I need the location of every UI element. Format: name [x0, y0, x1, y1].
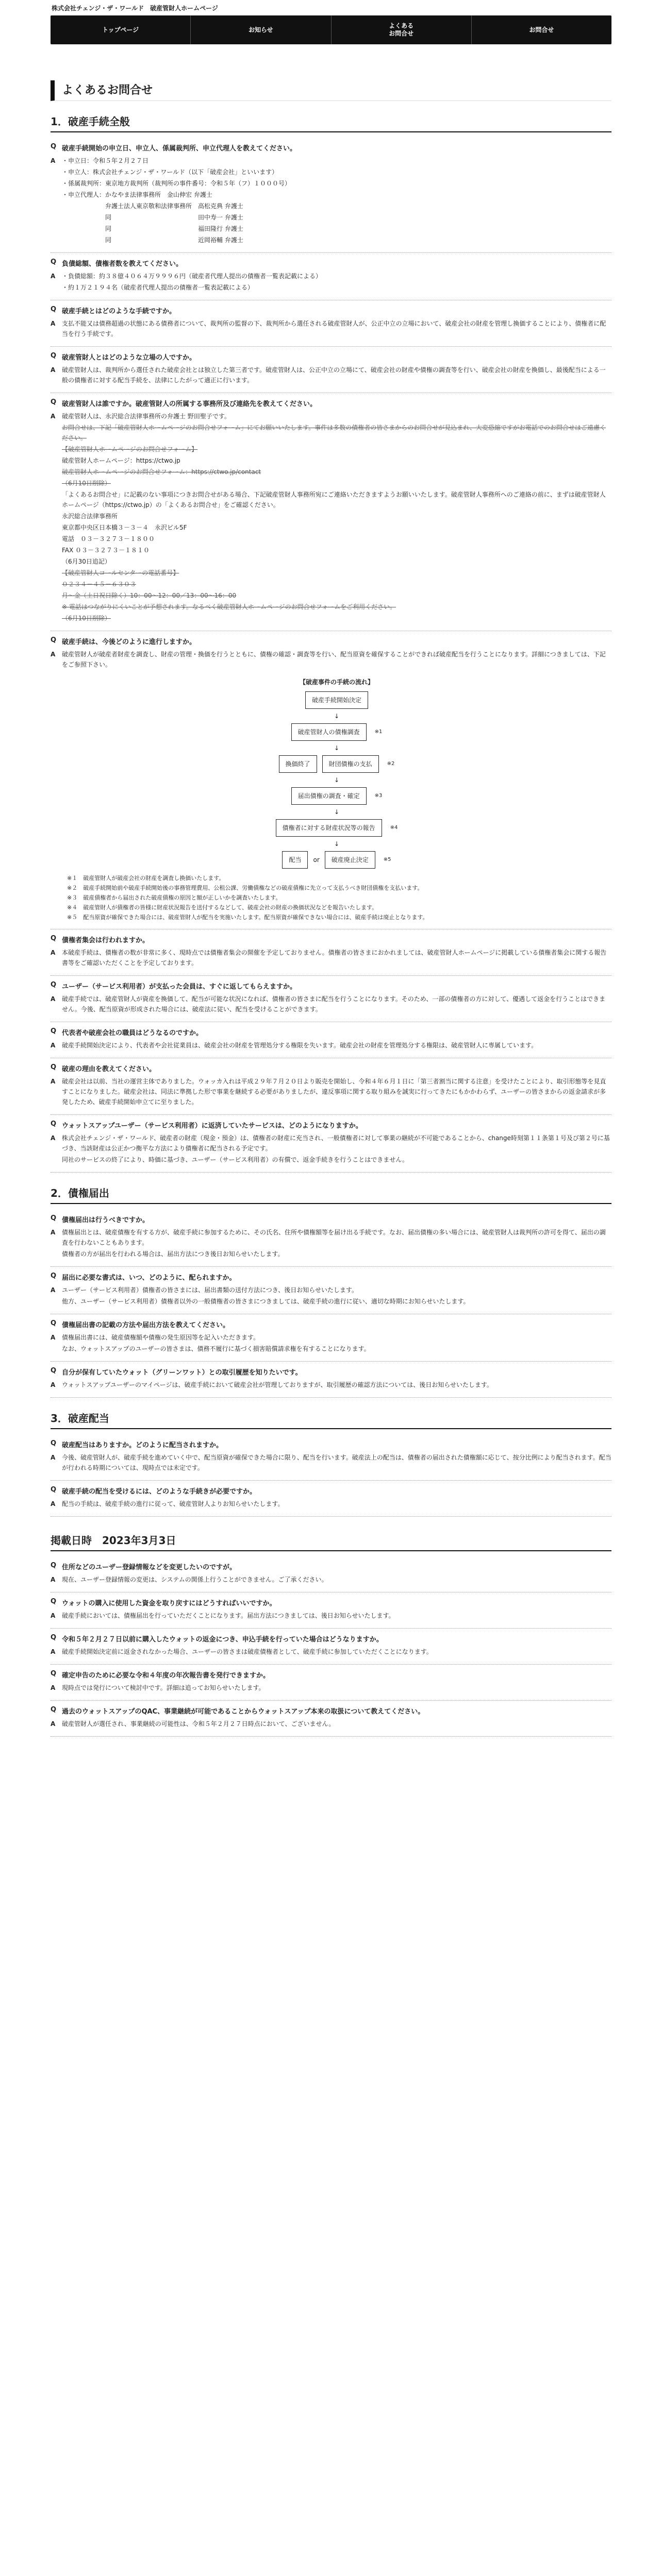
faq-question	[51, 1670, 611, 1680]
faq-item	[51, 300, 611, 347]
answer-line: 他方、ユーザー（サービス利用者）債権者以外の一般債権者の皆さまにつきましては、破産手続の進行に従い、適切な時期にお知らせいたします。	[62, 1298, 470, 1305]
answer-line: 今後、破産管財人が、破産手続を進めていく中で、配当原資が確保できた場合に限り、配当を行います。破産法上の配当は、債権者の届出された債権額に応じて、按分比例により配当されます。配当が行われる時期については、現時点では未定です。	[62, 1454, 611, 1471]
flow-chart	[213, 677, 460, 869]
question-mark-icon: Q	[51, 1634, 57, 1641]
faq-item	[51, 1022, 611, 1058]
faq-item	[51, 1115, 611, 1173]
faq-answer	[51, 365, 611, 386]
question-mark-icon: Q	[51, 258, 57, 266]
answer-line: 破産手続では、破産管財人が資産を換価して、配当が可能な状況になれば、債権者の皆さまに配当を行うことになります。そのため、一部の債権者の方に対して、優遇して返金を行うことはできません。今後、配当原資が形成された場合には、破産法に従い、配当を受けることができます。	[62, 995, 606, 1013]
flow-note: ※２ 破産手続開始前や破産手続開始後の事務管理費用、公租公課、労働債権などの破産債権に先立って支払うべき財団債権を支払います。	[67, 885, 423, 891]
faq-answer	[51, 1227, 611, 1260]
answer-line: ・申立人：株式会社チェンジ・ザ・ワールド（以下「破産会社」といいます）	[62, 168, 278, 176]
answer-line: 月〜金（土日祝日除く）10：00〜12：00／13：00〜16：00	[62, 592, 237, 599]
faq-item	[51, 1592, 611, 1629]
answer-body	[62, 1227, 611, 1260]
nav-top[interactable]: トップページ	[51, 15, 191, 44]
answer-mark-icon: A	[51, 1381, 56, 1388]
answer-body	[62, 1380, 493, 1391]
dated-section	[51, 1532, 611, 1737]
faq-question	[51, 306, 611, 315]
question-text: ユーザー（サービス利用者）が支払った会員は、すぐに返してもらえますか。	[62, 983, 297, 991]
answer-line: ※ 電話はつながりにくいことが予想されます。なるべく破産管財人ホームページのお問合せフォームをご利用ください。	[62, 603, 396, 611]
answer-line: （6月10日削除）	[62, 480, 111, 487]
faq-sections	[51, 113, 611, 1517]
answer-line: 破産管財人ホームページ：https://ctwo.jp	[62, 457, 180, 464]
company-name: 株式会社チェンジ・ザ・ワールド 破産管財人ホームページ	[52, 4, 218, 12]
question-text: 破産管財人とはどのような立場の人ですか。	[62, 354, 196, 362]
faq-answer	[51, 1133, 611, 1166]
faq-item	[51, 1362, 611, 1398]
faq-item	[51, 1058, 611, 1115]
answer-line: 破産管財人ホームページのお問合せフォーム：https://ctwo.jp/contact	[62, 468, 261, 476]
flow-note-mark: ※5	[383, 857, 391, 862]
question-mark-icon: Q	[51, 1120, 57, 1128]
flow-row	[213, 723, 460, 741]
faq-item	[51, 1481, 611, 1517]
faq-question	[51, 1319, 611, 1329]
faq-question	[51, 352, 611, 362]
faq-question	[51, 1706, 611, 1716]
answer-mark-icon: A	[51, 1612, 56, 1619]
faq-item	[51, 1434, 611, 1481]
faq-item	[51, 1665, 611, 1701]
question-text: 過去のウォットスアップのQAC、事業継続が可能であることからウォットスアップ本来の取扱について教えてください。	[62, 1708, 425, 1716]
answer-line: 債権届出とは、破産債権を有する方が、破産手続に参加するために、その氏名、住所や債権額等を届け出る手続です。なお、届出債権の多い場合には、破産管財人は裁判所の許可を得て、届出の調査を行わないこともあります。	[62, 1229, 606, 1246]
answer-line: ・負債総額：約３８億４０６４万９９９６円（破産者代理人提出の債権者一覧表記載による）	[62, 273, 322, 280]
answer-line: 電話 ０３－３２７３－１８００	[62, 535, 155, 543]
flow-arrow: ↓	[334, 776, 340, 784]
answer-line: お問合せは、下記「破産管財人ホームページのお問合せフォーム」にてお願いいたします。事件は多数の債権者の皆さまからのお問合せが見込まれ、大変恐縮ですがお電話でのお問合せはご遠慮ください。	[62, 424, 606, 442]
flow-note: ※４ 破産管財人が債権者の皆様に財産状況報告を送付するなどして、破産会社の財産の換価状況などを報告いたします。	[67, 904, 378, 911]
faq-answer	[51, 1076, 611, 1108]
answer-line: 同 福田隆行 弁護士	[62, 225, 243, 232]
answer-body	[62, 1452, 611, 1474]
answer-line: 支払不能又は債務超過の状態にある債務者について、裁判所の監督の下、裁判所から選任される破産管財人が、公正中立の立場において、破産会社の財産を管理し換価することにより、債権者に配当を行う手続です。	[62, 320, 606, 337]
faq-question	[51, 1634, 611, 1643]
faq-answer	[51, 411, 611, 624]
answer-mark-icon: A	[51, 1454, 56, 1461]
faq-item	[51, 393, 611, 631]
answer-body	[62, 318, 611, 340]
flow-step: 破産管財人の債権調査	[291, 723, 367, 741]
flow-note: ※１ 破産管財人が破産会社の財産を調査し換価いたします。	[67, 875, 225, 882]
dated-title: 掲載日時 2023年3月3日	[51, 1532, 611, 1551]
question-mark-icon: Q	[51, 1367, 57, 1375]
answer-line: 破産管財人が破産者財産を調査し、財産の管理・換価を行うとともに、債権の確認・調査等を行い、配当原資を確保することができれば破産配当を行うことになります。詳細につきましては、下記をご参照下さい。	[62, 651, 606, 668]
question-text: 債権者集会は行われますか。	[62, 937, 150, 944]
answer-line: ・申立日：令和５年２月２７日	[62, 157, 149, 164]
faq-item	[51, 976, 611, 1022]
question-text: ウォットスアップユーザー（サービス利用者）に返済していたサービスは、どのようになりますか。	[62, 1122, 362, 1130]
flow-heading: 【破産事件の手続の流れ】	[299, 679, 374, 686]
question-mark-icon: Q	[51, 1598, 57, 1605]
faq-question	[51, 981, 611, 991]
answer-body	[62, 1040, 537, 1052]
answer-line: ウォットスアップユーザーのマイページは、破産手続において破産会社が管理しておりますが、取引履歴の確認方法については、後日お知らせいたします。	[62, 1381, 493, 1388]
section-title: 2．債権届出	[51, 1185, 611, 1204]
answer-line: 【破産管財人ホームページのお問合せフォーム】	[62, 446, 198, 453]
flow-or: or	[313, 856, 320, 863]
section-title: 1．破産手続全般	[51, 113, 611, 132]
question-text: 破産手続開始の申立日、申立人、係属裁判所、申立代理人を教えてください。	[62, 145, 297, 152]
answer-mark-icon: A	[51, 995, 56, 1003]
answer-body	[62, 1611, 395, 1622]
question-text: 破産手続の配当を受けるには、どのような手続きが必要ですか。	[62, 1488, 257, 1496]
answer-mark-icon: A	[51, 157, 56, 164]
page-title: よくあるお問合せ	[51, 80, 611, 101]
faq-answer	[51, 1611, 611, 1622]
answer-mark-icon: A	[51, 651, 56, 658]
answer-line: ユーザー（サービス利用者）債権者の皆さまには、届出書類の送付方法につき、後日お知らせいたします。	[62, 1286, 358, 1294]
question-text: 自分が保有していたウォット（グリーンワット）との取引履歴を知りたいです。	[62, 1369, 302, 1377]
main-content	[51, 80, 611, 1737]
faq-question	[51, 935, 611, 944]
question-text: 負債総額、債権者数を教えてください。	[62, 260, 183, 268]
answer-line: 破産手続開始決定により、代表者や会社従業員は、破産会社の財産を管理処分する権限を失います。破産会社の財産を管理処分する権限は、破産管財人に専属しています。	[62, 1042, 538, 1049]
faq-question	[51, 1120, 611, 1130]
answer-line: 破産管財人が選任され、事業継続の可能性は、令和５年２月２７日時点において、ございません。	[62, 1720, 335, 1727]
section-title: 3．破産配当	[51, 1410, 611, 1429]
answer-mark-icon: A	[51, 1286, 56, 1294]
question-mark-icon: Q	[51, 398, 57, 406]
answer-body	[62, 1285, 469, 1308]
faq-question	[51, 143, 611, 152]
question-mark-icon: Q	[51, 1272, 57, 1280]
answer-mark-icon: A	[51, 1500, 56, 1507]
answer-mark-icon: A	[51, 1229, 56, 1236]
faq-question	[51, 636, 611, 646]
question-mark-icon: Q	[51, 1319, 57, 1327]
answer-mark-icon: A	[51, 1134, 56, 1142]
faq-section	[51, 113, 611, 1173]
faq-item	[51, 631, 611, 929]
faq-question	[51, 1214, 611, 1224]
question-text: 代表者や破産会社の職員はどうなるのですか。	[62, 1029, 203, 1037]
faq-item	[51, 1209, 611, 1267]
answer-line: 同 田中寿一 弁護士	[62, 214, 243, 221]
answer-body	[62, 1332, 370, 1355]
answer-mark-icon: A	[51, 1078, 56, 1085]
faq-answer	[51, 1380, 611, 1391]
answer-mark-icon: A	[51, 1684, 56, 1691]
answer-mark-icon: A	[51, 1648, 56, 1655]
question-mark-icon: Q	[51, 1214, 57, 1222]
answer-mark-icon: A	[51, 1720, 56, 1727]
faq-answer	[51, 1452, 611, 1474]
answer-line: 破産会社は以前、当社の運営主体でありました。ウォッカ入れは平成２９年７月２０日より販売を開始し、令和４年６月１日に「第三者割当に関する注意」を受けたことにより、取引形態等を見直すことになりました。破産会社は、同法に準拠した形で事業を継続する必要がありましたが、違反事項に関する取り組みを誠実に行ってきたにもかかわらず、ユーザーの皆さまからの返金請求が多発したため、破産手続開始申立てに至りました。	[62, 1078, 606, 1106]
faq-answer	[51, 947, 611, 969]
faq-question	[51, 258, 611, 268]
faq-item	[51, 1314, 611, 1362]
question-mark-icon: Q	[51, 636, 57, 644]
site-header	[0, 0, 662, 15]
faq-question	[51, 1272, 611, 1282]
global-nav	[51, 15, 611, 44]
flow-note-mark: ※1	[374, 729, 383, 735]
answer-body	[62, 994, 611, 1015]
faq-item	[51, 929, 611, 976]
answer-line: 現時点では発行について検討中です。詳細は追ってお知らせいたします。	[62, 1684, 265, 1691]
answer-mark-icon: A	[51, 273, 56, 280]
answer-mark-icon: A	[51, 1576, 56, 1583]
faq-question	[51, 1486, 611, 1496]
answer-mark-icon: A	[51, 1334, 56, 1341]
answer-mark-icon: A	[51, 413, 56, 420]
answer-mark-icon: A	[51, 949, 56, 956]
answer-line: 配当の手続は、破産手続の進行に従って、破産管財人よりお知らせいたします。	[62, 1500, 284, 1507]
flow-step: 破産廃止決定	[325, 851, 375, 869]
question-text: 破産配当はありますか。どのように配当されますか。	[62, 1442, 223, 1449]
answer-line: （6月30日追記）	[62, 558, 111, 565]
question-mark-icon: Q	[51, 306, 57, 313]
question-text: 破産管財人は誰ですか。破産管財人の所属する事務所及び連絡先を教えてください。	[62, 400, 317, 408]
question-text: 確定申告のために必要な令和４年度の年次報告書を発行できますか。	[62, 1672, 270, 1680]
question-text: 令和５年２月２７日以前に購入したウォットの返金につき、申込手続を行っていた場合はどうなりますか。	[62, 1636, 383, 1643]
answer-body	[62, 271, 322, 294]
question-mark-icon: Q	[51, 1670, 57, 1677]
answer-line: 破産手続においては、債権届出を行っていただくことになります。届出方法につきましては、後日お知らせいたします。	[62, 1612, 395, 1619]
flow-arrow: ↓	[334, 713, 340, 720]
answer-line: 同社のサービスの終了により、時価に基づき、ユーザー（サービス利用者）の有償で、返金手続きを行うことはできません。	[62, 1156, 409, 1163]
flow-notes	[62, 874, 611, 922]
question-text: 破産手続は、今後どのように進行しますか。	[62, 638, 196, 646]
answer-body	[62, 1499, 284, 1510]
flow-row	[213, 851, 460, 869]
answer-body	[62, 1133, 611, 1166]
question-text: 届出に必要な書式は、いつ、どのように、配られますか。	[62, 1274, 236, 1282]
question-text: 債権届出は行うべきですか。	[62, 1216, 150, 1224]
faq-item	[51, 1629, 611, 1665]
flow-row	[213, 691, 460, 709]
answer-body	[62, 365, 611, 386]
faq-answer	[51, 1332, 611, 1355]
answer-body	[62, 947, 611, 969]
answer-line: 破産管財人は、永沢総合法律事務所の弁護士 野田聖子です。	[62, 413, 230, 420]
answer-body	[62, 649, 611, 923]
faq-answer	[51, 1719, 611, 1730]
answer-line: 永沢総合法律事務所	[62, 513, 118, 520]
nav-faq[interactable]: よくある お問合せ	[332, 15, 472, 44]
answer-line: 「よくあるお問合せ」に記載のない事項につきお問合せがある場合、下記破産管財人事務所宛にご連絡いただきますようお願いいたします。破産管財人事務所へのご連絡の前に、まずは破産管財人ホームページ（https://ctwo.jp）の「よくあるお問合せ」をご確認ください。	[62, 491, 606, 509]
question-text: 住所などのユーザー登録情報などを変更したいのですが。	[62, 1564, 237, 1571]
faq-answer	[51, 649, 611, 923]
flow-note-mark: ※4	[390, 825, 398, 831]
faq-answer	[51, 318, 611, 340]
flow-step: 債権者に対する財産状況等の報告	[276, 819, 382, 837]
faq-item	[51, 253, 611, 300]
answer-mark-icon: A	[51, 1042, 56, 1049]
answer-body	[62, 1719, 335, 1730]
answer-line: 破産手続開始決定前に返金されなかった場合、ユーザーの皆さまは破産債権者として、破産手続に参加していただくことになります。	[62, 1648, 433, 1655]
faq-item	[51, 1556, 611, 1592]
answer-mark-icon: A	[51, 366, 56, 374]
answer-line: （6月10日削除）	[62, 615, 111, 622]
faq-answer	[51, 1574, 611, 1586]
question-mark-icon: Q	[51, 935, 57, 942]
flow-arrow: ↓	[334, 808, 340, 816]
question-mark-icon: Q	[51, 1439, 57, 1447]
nav-news[interactable]: お知らせ	[191, 15, 331, 44]
answer-line: 【破産管財人コールセンターの電話番号】	[62, 569, 179, 577]
faq-answer	[51, 1040, 611, 1052]
faq-section	[51, 1410, 611, 1517]
answer-line: 破産管財人は、裁判所から選任された破産会社とは独立した第三者です。破産管財人は、公正中立の立場にて、破産会社の財産や債権の調査等を行い、破産会社の財産を換価し、最後配当による一般の債権者に対する配当手続を、法律にしたがって適正に行います。	[62, 366, 606, 384]
faq-answer	[51, 156, 611, 246]
answer-line: 本破産手続は、債権者の数が非常に多く、現時点では債権者集会の開催を予定しておりません。債権者の皆さまにおかれましては、破産管財人ホームページに掲載している債権者集会に関する報告書等をご確認いただくことを予定しております。	[62, 949, 607, 967]
nav-contact[interactable]: お問合せ	[529, 26, 554, 33]
answer-line: FAX ０３－３２７３－１８１０	[62, 547, 150, 554]
question-mark-icon: Q	[51, 1562, 57, 1569]
faq-question	[51, 1063, 611, 1073]
answer-line: 弁護士法人東京敬和法律事務所 高松克典 弁護士	[62, 202, 243, 210]
answer-body	[62, 1647, 433, 1658]
faq-answer	[51, 1499, 611, 1510]
flow-note-mark: ※2	[387, 761, 395, 767]
question-mark-icon: Q	[51, 1063, 57, 1071]
answer-body	[62, 411, 611, 624]
faq-question	[51, 1367, 611, 1377]
flow-step: 配当	[282, 851, 308, 869]
answer-line: ・係属裁判所：東京地方裁判所（裁判所の事件番号：令和５年（フ）１０００号）	[62, 180, 291, 187]
faq-item	[51, 1267, 611, 1314]
answer-line: 現在、ユーザー登録情報の変更は、システムの関係上行うことができません。ご了承ください。	[62, 1576, 328, 1583]
flow-step: 届出債権の調査・確定	[291, 787, 367, 805]
faq-question	[51, 1439, 611, 1449]
faq-answer	[51, 1683, 611, 1694]
answer-line: ・約１万２１９４名（破産者代理人提出の債権者一覧表記載による）	[62, 284, 254, 291]
faq-item	[51, 347, 611, 393]
answer-line: ０２３４－４５－６３０３	[62, 581, 137, 588]
answer-line: 東京都中央区日本橋３－３－４ 永沢ビル5F	[62, 524, 187, 531]
flow-note: ※５ 配当原資が確保できた場合には、破産管財人が配当を実施いたします。配当原資が確保できない場合には、破産手続は廃止となります。	[67, 914, 428, 921]
answer-body	[62, 156, 291, 246]
answer-mark-icon: A	[51, 320, 56, 327]
answer-body	[62, 1574, 328, 1586]
faq-section	[51, 1185, 611, 1398]
flow-step: 財団債権の支払	[322, 755, 379, 773]
question-text: 破産手続とはどのような手続ですか。	[62, 308, 176, 315]
faq-answer	[51, 271, 611, 294]
question-text: 破産の理由を教えてください。	[62, 1065, 156, 1073]
answer-body	[62, 1076, 611, 1108]
flow-row	[213, 755, 460, 773]
faq-question	[51, 1027, 611, 1037]
faq-question	[51, 1562, 611, 1571]
flow-arrow: ↓	[334, 840, 340, 848]
flow-note: ※３ 破産債権者から届出された破産債権の原因と額が正しいかを調査いたします。	[67, 894, 282, 901]
answer-line: 株式会社チェンジ・ザ・ワールド、破産者の財産（現金・預金）は、債権者の財産に充当され、一般債権者に対して事業の継続が不可能であることから、change時刻第１１条第１号及び第２号に基づき、当該財産は公正かつ衡平な方法により債権者に配当される予定です。	[62, 1134, 610, 1152]
answer-line: 債権者の方が届出を行われる場合は、届出方法につき後日お知らせいたします。	[62, 1250, 284, 1258]
question-mark-icon: Q	[51, 143, 57, 150]
faq-item	[51, 138, 611, 253]
question-mark-icon: Q	[51, 981, 57, 989]
answer-body	[62, 1683, 264, 1694]
flow-arrow: ↓	[334, 744, 340, 752]
faq-question	[51, 1598, 611, 1607]
question-mark-icon: Q	[51, 352, 57, 360]
answer-line: ・申立代理人：かなやま法律事務所 金山伸宏 弁護士	[62, 191, 212, 198]
question-text: ウォットの購入に使用した資金を取り戻すにはどうすればいいですか。	[62, 1600, 276, 1607]
flow-row	[213, 787, 460, 805]
question-mark-icon: Q	[51, 1486, 57, 1494]
answer-line: 債権届出書には、破産債権額や債権の発生原因等を記入いただきます。	[62, 1334, 260, 1341]
flow-step: 破産手続開始決定	[305, 691, 368, 709]
faq-item	[51, 1701, 611, 1737]
faq-answer	[51, 1647, 611, 1658]
flow-row	[213, 819, 460, 837]
answer-line: なお、ウォットスアップのユーザーの皆さまは、債務不履行に基づく損害賠償請求権を有することになります。	[62, 1345, 370, 1352]
faq-answer	[51, 1285, 611, 1308]
question-text: 債権届出書の記載の方法や届出方法を教えてください。	[62, 1321, 230, 1329]
flow-step: 換価終了	[279, 755, 317, 773]
question-mark-icon: Q	[51, 1706, 57, 1714]
answer-line: 同 近岡裕輔 弁護士	[62, 236, 243, 244]
question-mark-icon: Q	[51, 1027, 57, 1035]
faq-question	[51, 398, 611, 408]
flow-note-mark: ※3	[374, 793, 383, 799]
faq-answer	[51, 994, 611, 1015]
